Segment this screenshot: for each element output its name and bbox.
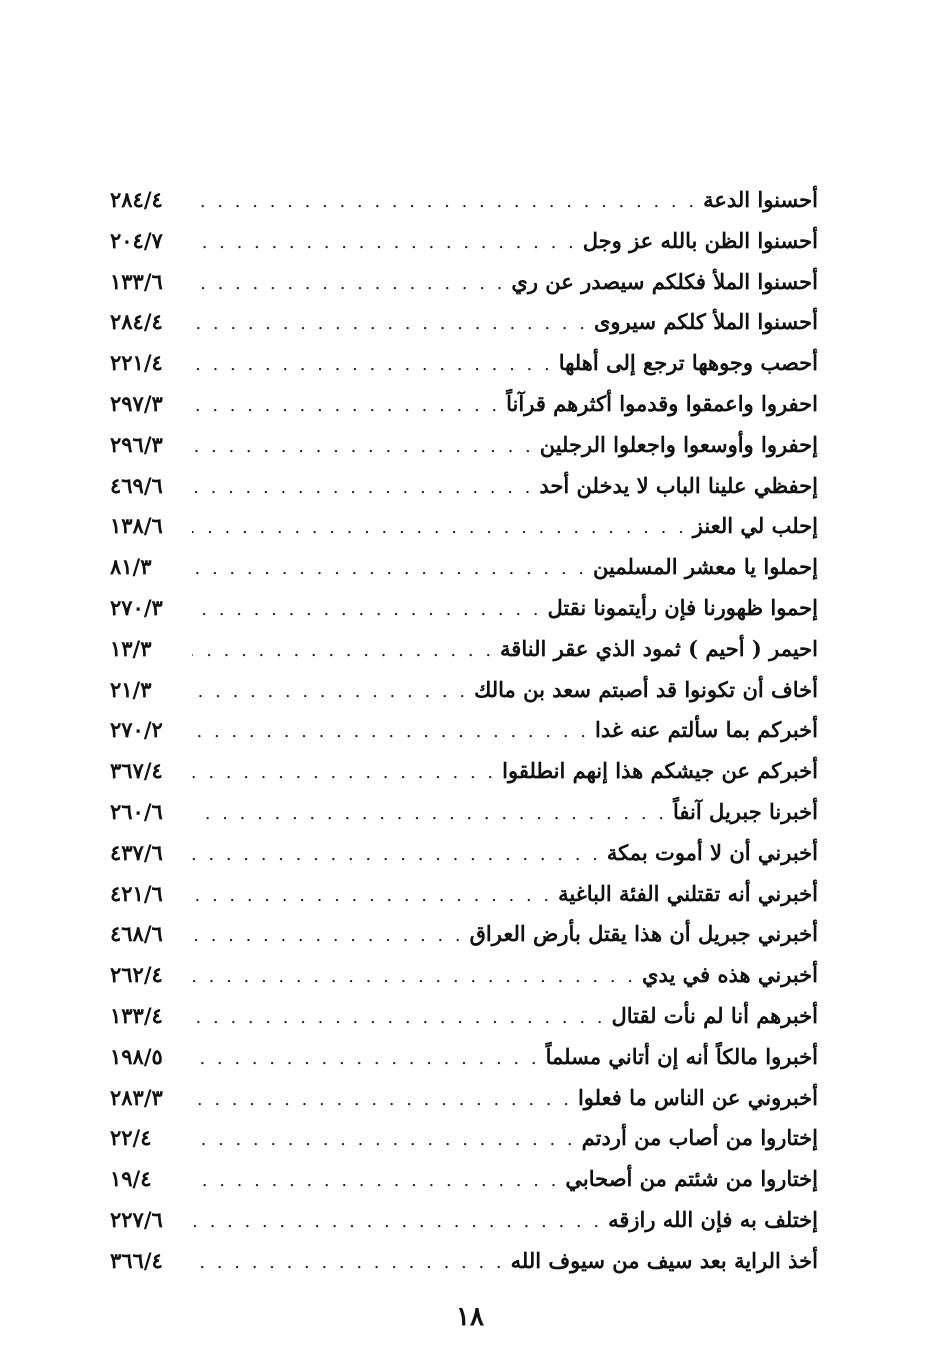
index-list (110, 180, 818, 1282)
index-entry (110, 1078, 818, 1119)
entry-reference: ٢٢/٤ (110, 1125, 152, 1151)
index-entry (110, 1159, 818, 1200)
entry-reference: ٢٨٤/٤ (110, 187, 163, 212)
dot-leader (192, 876, 552, 917)
entry-text: أخبروا مالكاً أنه إن أتاني مسلماً (545, 1043, 818, 1069)
index-entry (110, 547, 818, 588)
entry-text: إحفروا وأوسعوا واجعلوا الرجلين (539, 431, 818, 457)
entry-reference: ٢٩٧/٣ (110, 390, 163, 416)
entry-text: أخذ الراية بعد سيف من سيوف الله (510, 1247, 818, 1273)
entry-text: أحسنوا الدعة (703, 187, 818, 212)
entry-text: إحملوا يا معشر المسلمين (593, 554, 818, 580)
index-entry (110, 1241, 818, 1282)
entry-text: أخبركم بما سألتم عنه غدا (594, 717, 818, 743)
entry-text: أحسنوا الملأ فكلكم سيصدر عن ري (511, 268, 818, 294)
entry-reference: ٢٦٢/٤ (110, 962, 163, 988)
entry-text: أخبرنا جبريل آنفاً (673, 798, 818, 824)
entry-reference: ٤٦٩/٦ (110, 472, 163, 498)
dot-leader (192, 631, 494, 672)
index-entry (110, 343, 818, 384)
entry-reference: ١٩/٤ (110, 1166, 152, 1192)
index-entry (110, 466, 818, 507)
index-entry (110, 1200, 818, 1241)
index-entry (110, 588, 818, 629)
entry-text: أخبروني عن الناس ما فعلوا (577, 1084, 818, 1110)
index-entry (110, 262, 818, 303)
dot-leader (192, 1120, 576, 1161)
index-entry (110, 955, 818, 996)
dot-leader (192, 712, 589, 753)
entry-text: أحسنوا الملأ كلكم سيروى (593, 309, 818, 335)
entry-text: أخبرني أن لا أموت بمكة (606, 839, 818, 865)
entry-reference: ٢٧٠/٢ (110, 717, 163, 743)
index-entry (110, 506, 818, 547)
dot-leader (192, 345, 553, 386)
index-entry (110, 792, 818, 833)
entry-text: إختاروا من شئتم من أصحابي (565, 1166, 818, 1192)
entry-reference: ٤٣٧/٦ (110, 839, 163, 865)
index-entry (110, 996, 818, 1037)
index-entry (110, 710, 818, 751)
dot-leader (192, 835, 601, 876)
entry-text: إحموا ظهورنا فإن رأيتمونا نقتل (547, 594, 818, 620)
entry-reference: ٤٦٨/٦ (110, 921, 163, 947)
index-entry (110, 1118, 818, 1159)
entry-text: إحفظي علينا الباب لا يدخلن أحد (539, 472, 818, 498)
entry-text: إختلف به فإن الله رازقه (608, 1206, 818, 1232)
entry-reference: ٣٦٦/٤ (110, 1247, 163, 1273)
entry-reference: ٢٨٤/٤ (110, 309, 163, 335)
dot-leader (192, 508, 687, 549)
dot-leader (192, 1161, 559, 1202)
entry-text: إحلب لي العنز (692, 513, 818, 539)
dot-leader (192, 1243, 505, 1284)
entry-text: أخبرني أنه تقتلني الفئة الباغية (558, 880, 818, 906)
entry-text: أحصب وجوهها ترجع إلى أهلها (558, 350, 818, 376)
entry-reference: ١٣٨/٦ (110, 513, 163, 539)
dot-leader (192, 223, 577, 264)
index-entry (110, 425, 818, 466)
dot-leader (192, 468, 533, 509)
entry-reference: ٢٢٧/٦ (110, 1206, 163, 1232)
page-number: ١٨ (456, 1302, 484, 1332)
entry-reference: ٢٩٦/٣ (110, 431, 163, 457)
index-entry (110, 751, 818, 792)
index-entry (110, 629, 818, 670)
index-entry (110, 833, 818, 874)
entry-reference: ٢١/٣ (110, 676, 152, 702)
dot-leader (192, 427, 534, 468)
index-entry (110, 384, 818, 425)
dot-leader (192, 916, 464, 957)
dot-leader (192, 264, 505, 305)
entry-text: أخاف أن تكونوا قد أصبتم سعد بن مالك (474, 676, 818, 702)
dot-leader (192, 957, 636, 998)
entry-reference: ١٣/٣ (110, 635, 152, 661)
entry-text: أخبرني هذه في يدي (642, 962, 818, 988)
dot-leader (192, 753, 496, 794)
dot-leader (192, 1039, 540, 1080)
index-entry (110, 914, 818, 955)
entry-reference: ٢٢١/٤ (110, 350, 163, 376)
entry-text: أخبرهم أنا لم نأت لقتال (611, 1002, 818, 1028)
entry-reference: ١٣٣/٤ (110, 1002, 163, 1028)
entry-reference: ١٩٨/٥ (110, 1043, 163, 1069)
dot-leader (192, 1202, 602, 1243)
entry-reference: ٣٦٧/٤ (110, 758, 163, 784)
entry-text: أحسنوا الظن بالله عز وجل (582, 227, 818, 253)
dot-leader (192, 549, 587, 590)
entry-text: أخبركم عن جيشكم هذا إنهم انطلقوا (502, 758, 818, 784)
index-entry (110, 180, 818, 221)
entry-reference: ٤٢١/٦ (110, 880, 163, 906)
index-entry (110, 874, 818, 915)
entry-text: احفروا واعمقوا وقدموا أكثرهم قرآناً (506, 390, 818, 416)
dot-leader (192, 304, 588, 345)
index-entry (110, 1037, 818, 1078)
dot-leader (192, 386, 500, 427)
entry-reference: ٢٦٠/٦ (110, 798, 163, 824)
entry-reference: ٢٨٣/٣ (110, 1084, 163, 1110)
dot-leader (192, 1080, 572, 1121)
entry-text: احيمر ( أحيم ) ثمود الذي عقر الناقة (500, 635, 818, 661)
dot-leader (192, 672, 468, 713)
entry-text: أخبرني جبريل أن هذا يقتل بأرض العراق (469, 921, 818, 947)
entry-reference: ٢٠٤/٧ (110, 227, 163, 253)
index-entry (110, 221, 818, 262)
dot-leader (192, 998, 605, 1039)
entry-reference: ٢٧٠/٣ (110, 594, 163, 620)
index-entry (110, 302, 818, 343)
dot-leader (192, 590, 542, 631)
entry-text: إختاروا من أصاب من أردتم (581, 1125, 818, 1151)
dot-leader (192, 182, 697, 223)
entry-reference: ١٣٣/٦ (110, 268, 163, 294)
dot-leader (192, 794, 667, 835)
index-entry (110, 670, 818, 711)
entry-reference: ٨١/٣ (110, 554, 152, 580)
